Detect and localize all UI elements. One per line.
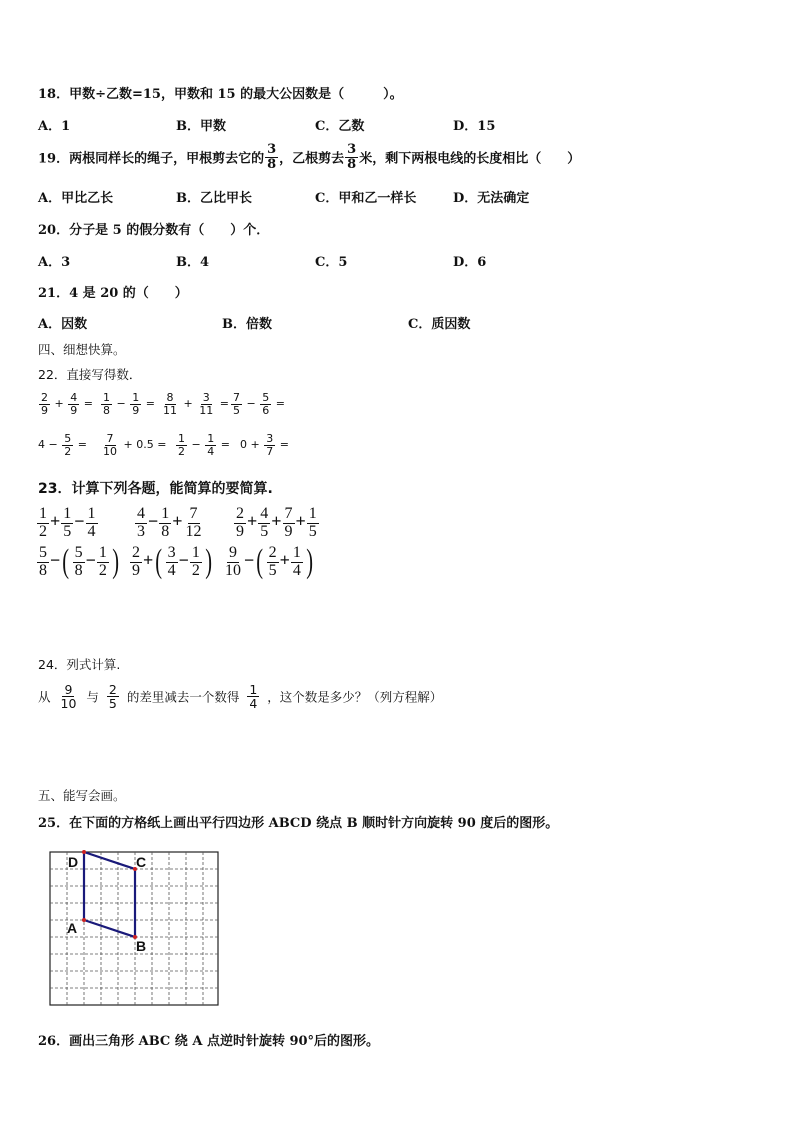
q21-option-c: C．质因数 [408,317,471,332]
q18-stem: 18．甲数÷乙数=15，甲数和 15 的最大公因数是（ ）。 [38,87,403,102]
q18-option-a: A．1 [38,119,71,134]
parallelogram-abcd [84,852,135,937]
q22-stem: 22．直接写得数． [38,367,142,382]
q22-expr-6: $\frac{7}{10}$ + 0.5 = [103,432,167,458]
q23-expr-2: $\frac{4}{3}$ − $\frac{1}{8}$ + $\frac{7}{12}$ [137,505,202,540]
q23-expr-5: $\frac{2}{9}$ +( $\frac{3}{4}$ − $\frac{1}{2}$ ) [132,543,212,581]
q21-option-a: A．因数 [38,317,88,332]
q20-stem: 20．分子是 5 的假分数有（ ）个． [38,223,270,238]
label-d: D [68,854,79,870]
q24-problem: 从 $\frac{9}{10}$ 与 $\frac{2}{5}$ 的差里减去一个数得 $\frac{1}{4}$ ，这个数是多少？（列方程解） [38,682,443,712]
q19-option-d: D．无法确定 [453,191,530,206]
q19-option-b: B．乙比甲长 [176,191,252,206]
q20-option-b: B．4 [176,255,210,270]
q22-expr-1: $\frac{2}{9}$ + $\frac{4}{9}$ = [41,391,93,417]
q23-expr-4: $\frac{5}{8}$ −( $\frac{5}{8}$ − $\frac{1}{2}$ ) [39,543,119,581]
q23-expr-3: $\frac{2}{9}$ + $\frac{4}{5}$ + $\frac{7}{9}$ + $\frac{1}{5}$ [236,505,317,540]
label-b: B [136,938,147,954]
label-a: A [67,920,78,936]
q19-stem-part-a: 19．两根同样长的绳子，甲根剪去它的 [38,151,265,167]
q19-fraction-2: $\frac{3}{8}$ [347,142,357,172]
q23-expr-1: $\frac{1}{2}$ + $\frac{1}{5}$ − $\frac{1}{4}$ [39,505,96,540]
q22-expr-4: $\frac{7}{5}$ − $\frac{5}{6}$ = [233,391,285,417]
q23-expr-6: $\frac{9}{10}$ −( $\frac{2}{5}$ + $\frac{1}{4}$ ) [225,543,313,581]
q19-option-c: C．甲和乙一样长 [315,191,417,206]
q20-option-d: D．6 [453,255,487,270]
section-4-heading: 四、细想快算。 [38,342,126,357]
q19-stem [38,143,580,171]
q22-expr-3: $\frac{8}{11}$ + $\frac{3}{11}$ = [163,391,229,417]
label-c: C [136,854,147,870]
q22-expr-8: 0 + $\frac{3}{7}$ = [240,432,289,458]
q19-fraction-1: $\frac{3}{8}$ [267,142,277,172]
q26-stem: 26．画出三角形 ABC 绕 A 点逆时针旋转 90°后的图形。 [38,1034,380,1049]
q19-option-a: A．甲比乙长 [38,191,114,206]
q22-expr-5: 4 − $\frac{5}{2}$ = [38,432,87,458]
q25-stem: 25．在下面的方格纸上画出平行四边形 ABCD 绕点 B 顺时针方向旋转 90 度后的图形。 [38,816,559,831]
q19-stem-part-c: 米，剩下两根电线的长度相比（ ） [359,151,581,167]
q21-option-b: B．倍数 [222,317,272,332]
q21-stem: 21．4 是 20 的（ ） [38,286,188,301]
q20-option-c: C．5 [315,255,348,270]
q25-grid-figure [48,850,220,1008]
q23-stem: 23．计算下列各题，能简算的要简算. [38,481,273,497]
vertex-points [82,850,137,939]
q24-stem: 24．列式计算. [38,657,121,672]
q22-expr-2: $\frac{1}{8}$ − $\frac{1}{9}$ = [103,391,155,417]
q22-expr-7: $\frac{1}{2}$ − $\frac{1}{4}$ = [178,432,230,458]
q19-stem-part-b: ，乙根剪去 [279,151,345,167]
q18-option-d: D．15 [453,119,496,134]
q18-option-c: C．乙数 [315,119,365,134]
q20-option-a: A．3 [38,255,71,270]
q18-option-b: B．甲数 [176,119,226,134]
section-5-heading: 五、能写会画。 [38,788,126,803]
